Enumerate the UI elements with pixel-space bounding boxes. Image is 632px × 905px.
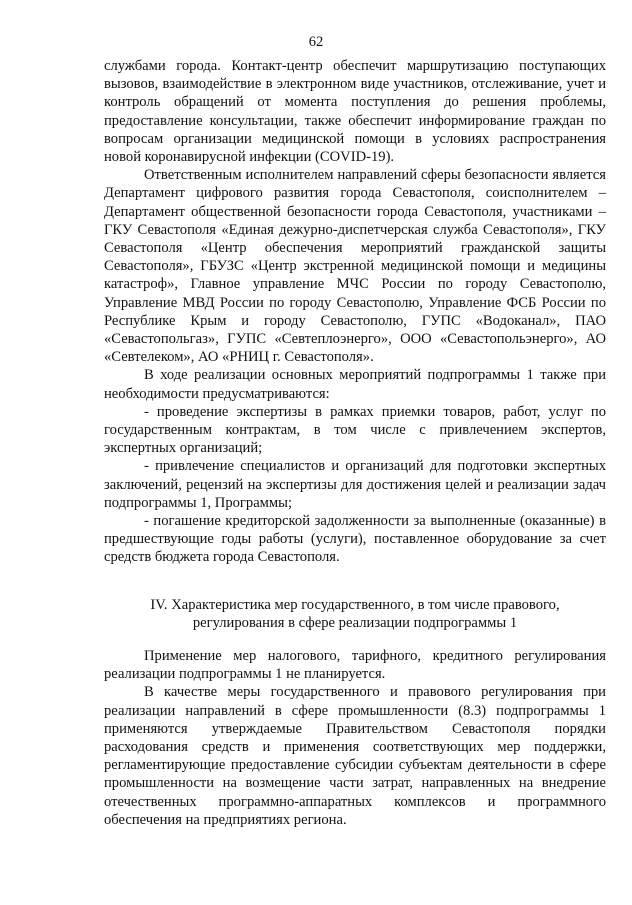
section-heading-line-1: IV. Характеристика мер государственного, в том числе правового,: [150, 597, 560, 613]
body-text-after-heading: [104, 647, 606, 829]
list-item-specialists: - привлечение специалистов и организаций для подготовки экспертных заключений, рецензий на экспертизы для достижения целей и реализации задач подпрограммы 1, Программы;: [104, 458, 606, 511]
paragraph-responsible-executors: Ответственным исполнителем направлений сферы безопасности является Департамент цифрового развития города Севастополя, соисполнителем – Департамент общественной безопасности города Севастополя, участниками – ГКУ Севастополя «Единая дежурно-диспетчерская служба Севастополя», ГКУ Севастополя «Центр обеспечения мероприятий гражданской защиты Севастополя», ГБУЗС «Центр экстренной медицинской помощи и медицины катастроф», Главное управление МЧС России по городу Севастополю, Управление МВД России по городу Севастополю, Управление ФСБ России по Республике Крым и городу Севастополю, ГУПС «Водоканал», ПАО «Севастопольгаз», ГУПС «Севтеплоэнерго», ООО «Севастопольэнерго», АО «Севтелеком», АО «РНИЦ г. Севастополя».: [104, 167, 606, 366]
paragraph-state-regulation: В качестве меры государственного и правового регулирования при реализации направлений в сфере промышленности (8.3) подпрограммы 1 применяются утверждаемые Правительством Севастополя порядки расходования средств и применения соответствующих мер поддержки, регламентирующие предоставление субсидии субъектам деятельности в сфере промышленности на возмещение части затрат, направленных на внедрение отечественных программно-аппаратных комплексов и программного обеспечения на предприятиях региона.: [104, 684, 606, 828]
section-heading-iv: [104, 596, 606, 632]
section-heading-line-2: регулирования в сфере реализации подпрограммы 1: [192, 615, 518, 632]
list-item-expertise: - проведение экспертизы в рамках приемки товаров, работ, услуг по государственным контрактам, в том числе с привлечением экспертов, экспертных организаций;: [104, 403, 606, 457]
list-item-debt-repayment: - погашение кредиторской задолженности за выполненные (оказанные) в предшествующие годы работы (услуги), поставленное оборудование за счет средств бюджета города Севастополя.: [104, 513, 606, 566]
paragraph-continuation: службами города. Контакт-центр обеспечит маршрутизацию поступающих вызовов, взаимодействие в электронном виде участников, отслеживание, учет и контроль обращений от момента поступления до решения проблемы, предоставление консультации, также обеспечит информирование граждан по вопросам организации медицинской помощи в условиях распространения новой коронавирусной инфекции (COVID-19).: [104, 58, 606, 166]
paragraph-additional-measures-intro: В ходе реализации основных мероприятий подпрограммы 1 также при необходимости предусматриваются:: [104, 367, 606, 402]
page-number: 62: [308, 34, 324, 50]
paragraph-no-tax-regulation: Применение мер налогового, тарифного, кредитного регулирования реализации подпрограммы 1 не планируется.: [104, 648, 606, 683]
body-text-before-heading: [104, 57, 606, 567]
